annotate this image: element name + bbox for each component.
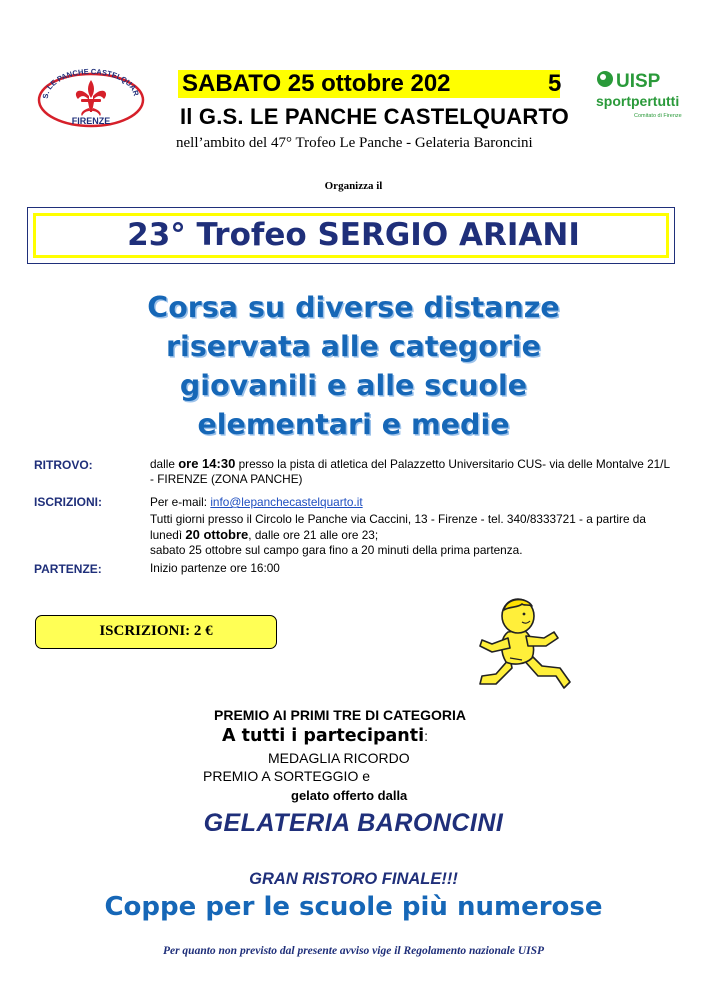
partenze-text: Inizio partenze ore 16:00 [150,561,280,575]
running-child-illustration [452,592,580,702]
school-trophies: Coppe per le scuole più numerose [104,892,603,922]
event-context: nell’ambito del 47° Trofeo Le Panche - Gelateria Baroncini [176,135,533,151]
field-registration: sabato 25 ottobre sul campo gara fino a 20 minuti della prima partenza. [150,543,523,557]
svg-text:G.S. LE PANCHE CASTELQUARTO [34,66,141,99]
headline-line: giovanili e alle scuole [179,369,528,402]
gelato-offer: gelato offerto dalla [291,788,408,803]
ritrovo-text [150,456,670,487]
event-date: SABATO 25 ottobre 202 [178,70,560,98]
prize-headline: PREMIO AI PRIMI TRE DI CATEGORIA [214,707,467,723]
circolo-date: 20 ottobre [185,527,249,542]
headline-line: riservata alle categorie [166,330,541,363]
all-participants-colon: : [424,728,428,744]
final-refreshment: GRAN RISTORO FINALE!!! [249,870,458,888]
partenze-label: PARTENZE: [34,562,102,576]
medal-prize: MEDAGLIA RICORDO [268,750,410,766]
iscrizioni-text [150,495,670,558]
organizer-name: Il G.S. LE PANCHE CASTELQUARTO [180,104,569,129]
uisp-name: UISP [616,71,661,92]
uisp-slogan: sportpertutti [596,93,680,109]
uisp-committee: Comitato di Firenze [634,113,682,119]
ritrovo-place: presso la pista di atletica del Palazzetto Universitario CUS- via delle Montalve 21/L - FIRENZE (ZONA PANCHE) [150,457,670,486]
email-pre: Per e-mail: [150,495,211,509]
iscrizioni-label: ISCRIZIONI: [34,495,102,509]
regulation-footer: Per quanto non previsto dal presente avviso vige il Regolamento nazionale UISP [162,945,545,957]
logo-arc-text: S. LE PANCHE CASTELQUAR [40,66,141,100]
logo-city: FIRENZE [71,116,111,126]
uisp-logo [592,66,684,128]
email-link[interactable]: info@lepanchecastelquarto.it [210,495,363,509]
trophy-title: 23° Trofeo SERGIO ARIANI [127,217,580,253]
headline-line: Corsa su diverse distanze [147,291,560,324]
raffle-prize: PREMIO A SORTEGGIO e [203,768,371,784]
all-participants [222,726,428,746]
ritrovo-pre: dalle [150,457,179,471]
circolo-pre: Tutti giorni presso il Circolo le Panche via Caccini, 13 - Firenze - tel. 340/8333721 - a partire da lunedì [150,512,646,542]
headline-line: elementari e medie [197,408,510,441]
organizza-label: Organizza il [324,180,383,192]
sponsor-name: GELATERIA BARONCINI [203,809,504,837]
le-panche-logo [34,66,148,132]
ritrovo-time: ore 14:30 [178,456,236,471]
event-date-tail: 5 [548,70,562,97]
all-participants-text: A tutti i partecipanti [222,726,425,746]
headline [0,288,707,444]
circolo-post: , dalle ore 21 alle ore 23; [248,528,379,542]
price-badge: ISCRIZIONI: 2 € [35,615,277,649]
ritrovo-label: RITROVO: [34,458,93,472]
